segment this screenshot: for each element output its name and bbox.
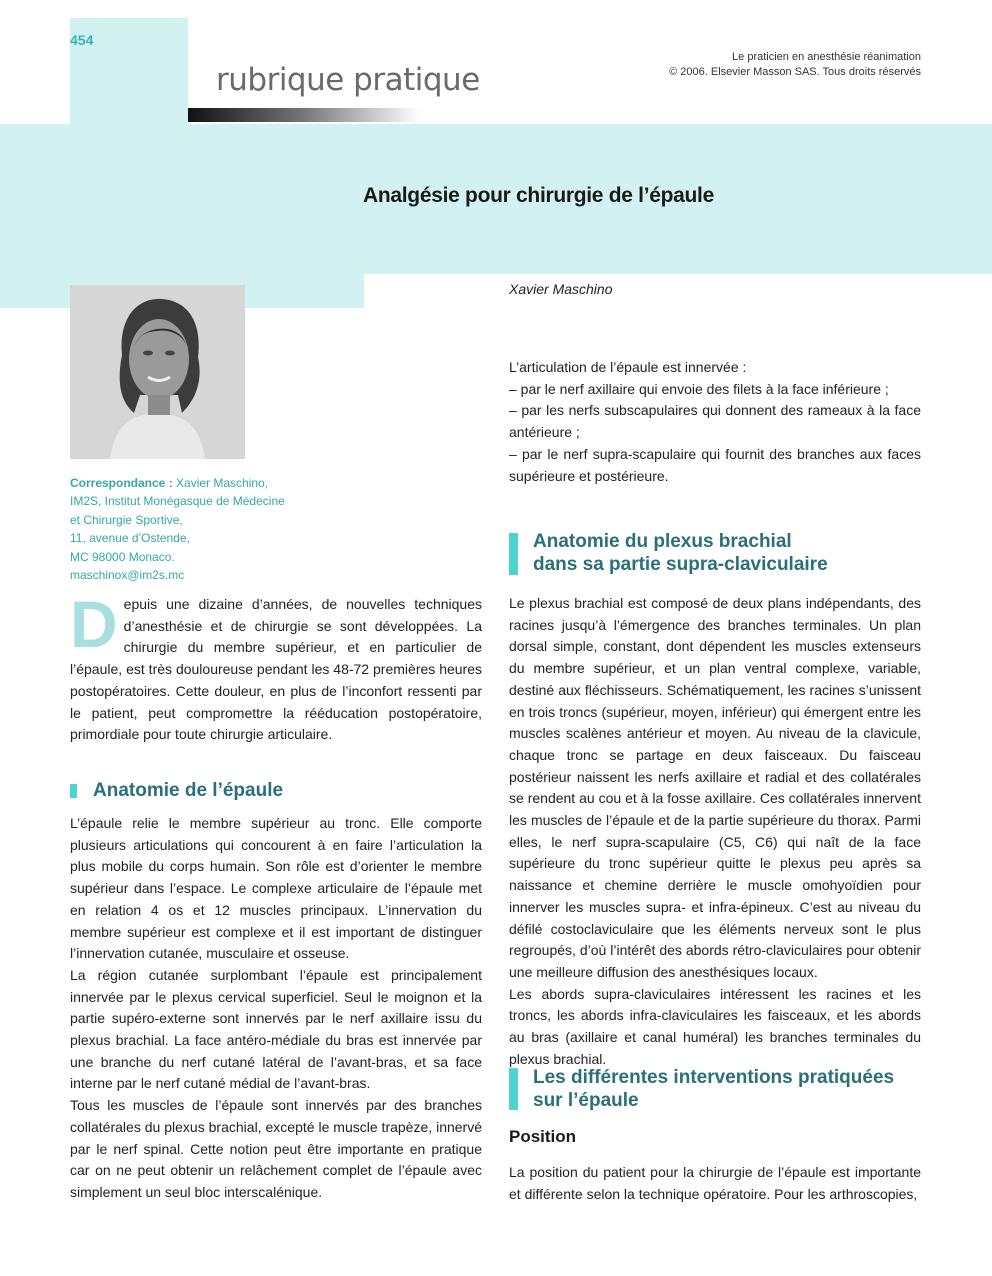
intro-text: epuis une dizaine d’années, de nouvelles techniques d’anesthésie et de chirurgie se sont développées. La chirurgie du membre supérieur, et en particulier de l’épaule, est très douloureuse pendant les 48-72 premières heures postopératoires. Cette douleur, en plus de l’inconfort ressenti par le patient, peut compromettre la rééducation postopératoire, primordiale pour toute chirurgie articulaire.: [70, 596, 482, 743]
paragraph: Les abords supra-claviculaires intéressent les racines et les troncs, les abords infra-claviculaires les faisceaux, et les abords au bras (axillaire et canal huméral) les branches terminales du plexus brachial.: [509, 985, 921, 1067]
page-number: 454: [70, 32, 94, 48]
correspondence-name: Xavier Maschino,: [172, 476, 269, 490]
heading-line: Les différentes interventions pratiquées: [533, 1067, 895, 1088]
heading-interventions: [533, 1066, 894, 1112]
subheading-position: Position: [509, 1127, 577, 1146]
heading-anatomie-epaule: Anatomie de l’épaule: [93, 780, 284, 801]
author-photo: [70, 285, 245, 459]
position-body: [509, 1162, 921, 1205]
heading-bar: [70, 784, 77, 798]
paragraph: La région cutanée surplombant l’épaule est principalement innervée par le plexus cervical superficiel. Seul le moignon et la partie supéro-externe sont innervés par le nerf axillaire issu du plexus brachial. La face antéro-médiale du bras est innervée par une branche du nerf cutané latéral de l’avant-bras, et sa face interne par le nerf cutané médial de l’avant-bras.: [70, 966, 482, 1092]
paragraph: La position du patient pour la chirurgie de l’épaule est importante et différente selon la technique opératoire. Pour les arthroscopies,: [509, 1164, 921, 1202]
list-item: – par le nerf supra-scapulaire qui fournit des branches aux faces supérieure et postérieure.: [509, 445, 921, 484]
left-body: [70, 813, 482, 1204]
correspondence-street: 11, avenue d’Ostende,: [70, 531, 190, 546]
paragraph: L’épaule relie le membre supérieur au tronc. Elle comporte plusieurs articulations qui concourent à en faire l’articulation la plus mobile du corps humain. Son rôle est d’orienter le membre supérieur dans l’espace. Le complexe articulaire de l’épaule met en relation 4 os et 12 muscles principaux. L’innervation du membre supérieur est complexe et il est important de distinguer l’innervation cutanée, musculaire et osseuse.: [70, 815, 482, 962]
heading-plexus-brachial: [533, 530, 828, 576]
correspondence-block: [70, 474, 330, 584]
header-gradient-bar: [188, 108, 420, 122]
correspondence-institution-2: et Chirurgie Sportive,: [70, 512, 183, 527]
dropcap: D: [70, 587, 118, 661]
correspondence-email[interactable]: maschinox@im2s.mc: [70, 568, 185, 583]
article-author: Xavier Maschino: [509, 281, 613, 297]
list-item: – par le nerf axillaire qui envoie des filets à la face inférieure ;: [509, 380, 889, 397]
correspondence-label: Correspondance :: [70, 476, 173, 490]
heading-line: dans sa partie supra-claviculaire: [533, 554, 828, 575]
intro-paragraph: [70, 587, 482, 746]
section-label: rubrique pratique: [216, 62, 480, 98]
correspondence-institution: IM2S, Institut Monégasque de Médecine: [70, 494, 285, 509]
correspondence-city: MC 98000 Monaco.: [70, 549, 175, 564]
plexus-body: [509, 593, 921, 1070]
heading-bar: [509, 1068, 518, 1110]
copyright-line: © 2006. Elsevier Masson SAS. Tous droits réservés: [669, 66, 921, 78]
paragraph: Le plexus brachial est composé de deux plans indépendants, des racines jusqu’à l’émergence des branches terminales. Un plan dorsal simple, constant, dont dépendent les muscles extenseurs du membre supérieur, et un plan ventral complexe, variable, destiné aux fléchisseurs. Schématiquement, les racines s’unissent en trois troncs (supérieur, moyen, inférieur) qui émergent entre les muscles scalènes antérieur et moyen. Au niveau de la clavicule, chaque tronc se partage en deux faisceaux. Du faisceau postérieur naissent les nerfs axillaire et radial et des collatérales se rendent au cou et à la fosse axillaire. Ces collatérales innervent les muscles de l’épaule et de la partie supérieure du thorax. Parmi elles, le nerf supra-scapulaire (C5, C6) qui naît de la face supérieure du tronc supérieur quitte le plexus peu après sa naissance et chemine derrière le muscle omohyoïdien pour innerver les muscles supra- et infra-épineux. C’est au niveau du défilé costoclaviculaire que les éléments nerveux sont le plus regroupés, d’où l’intérêt des abords rétro-claviculaires pour obtenir une meilleure diffusion des anesthésiques locaux.: [509, 595, 921, 980]
journal-name: Le praticien en anesthésie réanimation: [732, 51, 921, 63]
list-intro: L’articulation de l’épaule est innervée :: [509, 359, 747, 375]
list-item: – par les nerfs subscapulaires qui donnent des rameaux à la face antérieure ;: [509, 402, 921, 441]
heading-bar: [509, 533, 518, 575]
article-title: Analgésie pour chirurgie de l’épaule: [363, 184, 714, 207]
paragraph: Tous les muscles de l’épaule sont innervés par des branches collatérales du plexus brachial, excepté le muscle trapèze, innervé par le nerf spinal. Cette notion peut être importante en pratique car on ne peut obtenir un relâchement complet de l’épaule avec simplement un seul bloc interscalénique.: [70, 1097, 482, 1200]
journal-info: [669, 50, 921, 80]
heading-line: Anatomie du plexus brachial: [533, 531, 792, 552]
innervation-list: [509, 357, 921, 487]
heading-line: sur l’épaule: [533, 1090, 639, 1111]
